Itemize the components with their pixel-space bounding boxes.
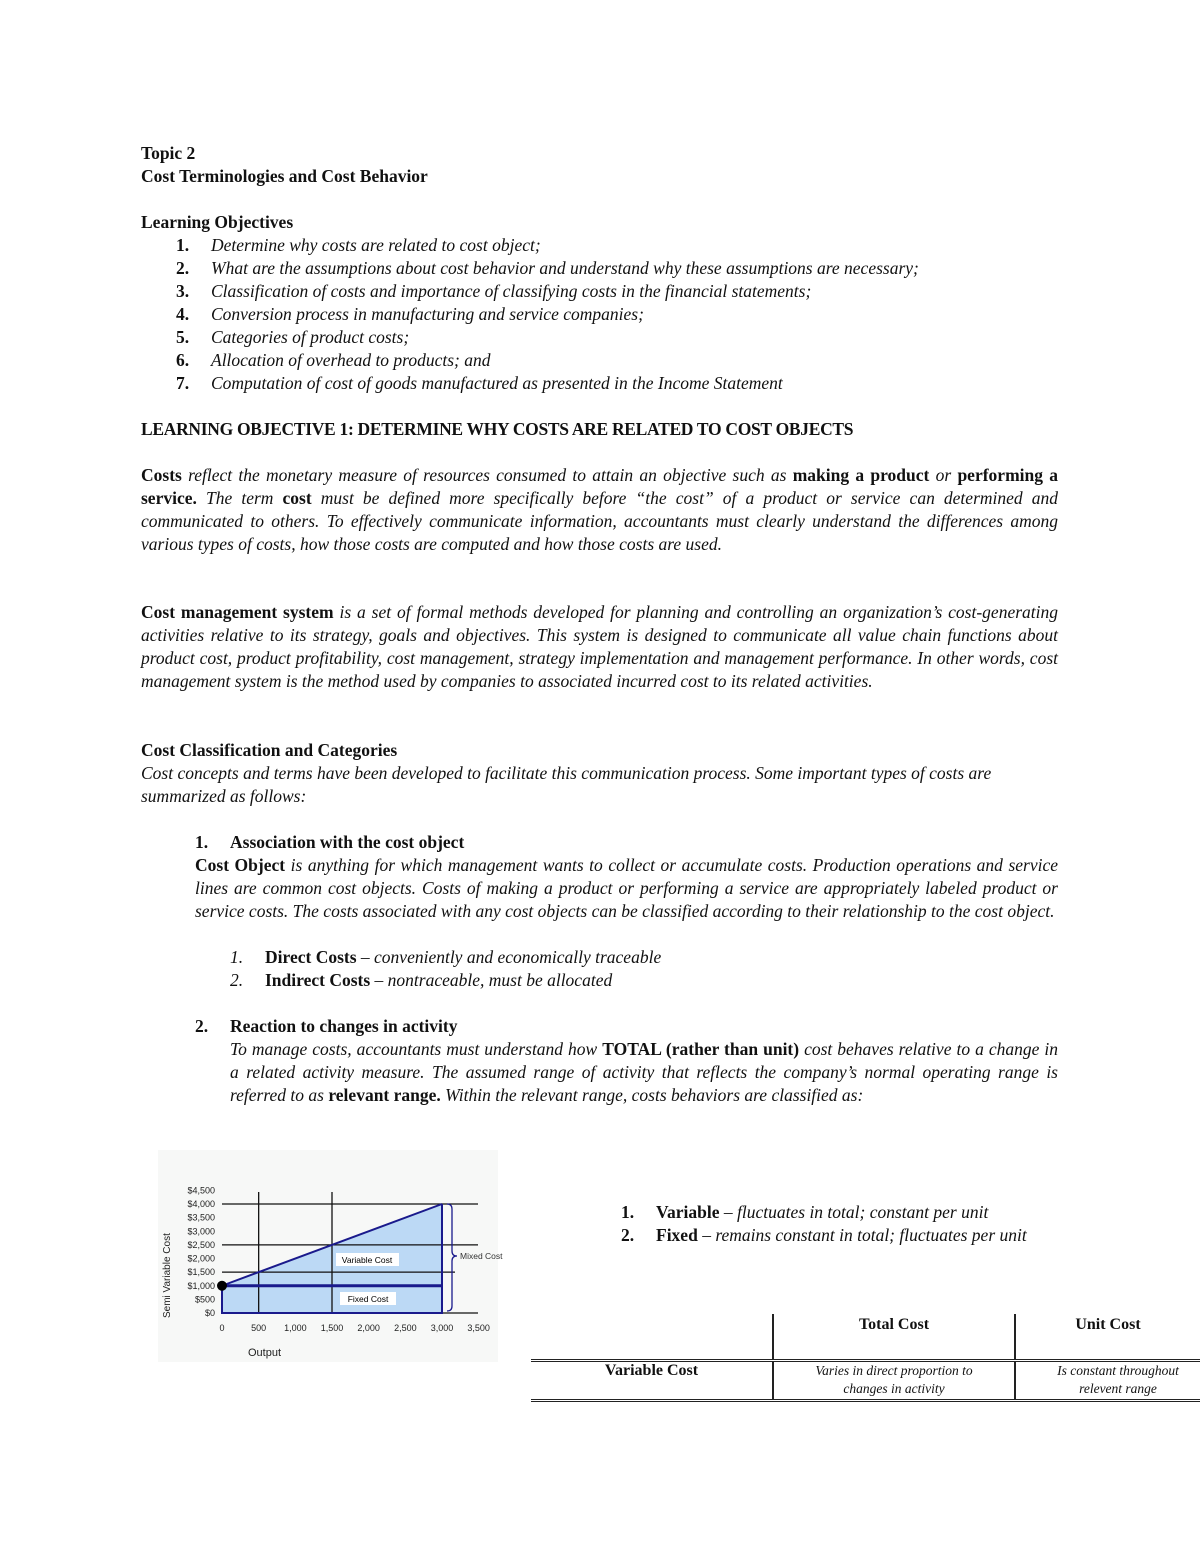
total-cost-cell: Varies in direct proportion to changes in activity <box>773 1360 1015 1400</box>
x-tick-label: 0 <box>219 1323 225 1333</box>
fixed-cost-label: Fixed Cost <box>347 1294 389 1304</box>
term: relevant range. <box>328 1085 441 1105</box>
section-2-number: 2. <box>195 1016 209 1036</box>
y-tick-label: $4,500 <box>187 1185 215 1196</box>
term: performing a service. <box>141 465 1058 508</box>
y-tick-label: $2,500 <box>187 1239 215 1250</box>
x-axis-label: Output <box>248 1347 282 1359</box>
row-label: Variable Cost <box>531 1360 773 1400</box>
objective-number: 4. <box>176 304 190 324</box>
term: Fixed <box>656 1225 698 1245</box>
y-tick-label: $3,000 <box>187 1226 215 1237</box>
objective-item: Categories of product costs; <box>211 327 410 347</box>
objective-item: Allocation of overhead to products; and <box>211 350 491 370</box>
objective-item: Classification of costs and importance of classifying costs in the financial statements; <box>211 281 812 301</box>
y-axis-label: Semi Variable Cost <box>162 1233 173 1318</box>
objective-number: 7. <box>176 373 190 393</box>
variable-cost-label: Variable Cost <box>341 1255 393 1265</box>
table-header-total-cost: Total Cost <box>773 1314 1015 1360</box>
section-2-title: Reaction to changes in activity <box>230 1016 458 1036</box>
description: – remains constant in total; fluctuates per unit <box>697 1225 1027 1245</box>
term: Indirect Costs <box>265 970 371 990</box>
objective-item: What are the assumptions about cost behavior and understand why these assumptions are necessary; <box>211 258 919 278</box>
text: must be defined more specifically before “the cost” of a product or service can determined and communicated to others. To effectively communicate information, accountants must clearly understand the differences among various types of costs, how those costs are computed and how those costs are used. <box>141 488 1058 554</box>
term: Variable <box>656 1202 720 1222</box>
objectives-heading: Learning Objectives <box>141 212 294 232</box>
x-tick-label: 2,000 <box>357 1323 380 1333</box>
text: or <box>929 465 958 485</box>
x-tick-label: 3,500 <box>467 1323 490 1333</box>
text: cost behaves relative to a change in a related activity measure. The assumed range of activity that reflects the company’s normal operating range is referred to as <box>230 1039 1058 1105</box>
y-tick-label: $0 <box>204 1308 215 1318</box>
description: – nontraceable, must be allocated <box>370 970 613 990</box>
objective-number: 5. <box>176 327 190 347</box>
fixed-cost-point <box>217 1281 227 1291</box>
section-1-number: 1. <box>195 832 209 852</box>
x-tick-label: 500 <box>251 1323 267 1333</box>
term: making a product <box>792 465 930 485</box>
text: Within the relevant range, costs behaviors are classified as: <box>440 1085 864 1105</box>
objective-item: Conversion process in manufacturing and service companies; <box>211 304 644 324</box>
objective-number: 2. <box>176 258 190 278</box>
list-number: 2. <box>621 1225 635 1245</box>
list-number: 1. <box>621 1202 635 1222</box>
text: reflect the monetary measure of resources consumed to attain an objective such as <box>181 465 793 485</box>
table-row <box>531 1360 1200 1400</box>
text: To manage costs, accountants must understand how <box>230 1039 603 1059</box>
description: – conveniently and economically traceable <box>356 947 662 967</box>
text: is anything for which management wants to collect or accumulate costs. Production operations and service lines are common cost objects. Costs of making a product or performing a service are appropriately labeled product or service costs. The costs associated with any cost objects can be classified according to their relationship to the cost object. <box>195 855 1059 921</box>
x-tick-label: 3,000 <box>430 1323 454 1333</box>
mixed-cost-label: Mixed Cost <box>460 1251 503 1261</box>
y-tick-label: $2,000 <box>187 1253 215 1264</box>
classification-heading: Cost Classification and Categories <box>141 740 398 760</box>
text: The term <box>196 488 283 508</box>
y-tick-label: $4,000 <box>187 1199 215 1209</box>
x-tick-label: 1,000 <box>284 1323 307 1333</box>
lo1-heading: LEARNING OBJECTIVE 1: DETERMINE WHY COSTS ARE RELATED TO COST OBJECTS <box>141 419 854 439</box>
cost-behavior-table <box>531 1314 1200 1402</box>
objective-number: 1. <box>176 235 190 255</box>
y-tick-label: $1,500 <box>187 1267 215 1278</box>
list-number: 1. <box>230 947 244 967</box>
y-tick-label: $1,000 <box>187 1280 215 1291</box>
term: cost <box>282 488 312 508</box>
term: Cost Object <box>195 855 286 875</box>
x-tick-label: 2,500 <box>394 1323 417 1333</box>
classification-intro: Cost concepts and terms have been developed to facilitate this communication process. Some important types of costs are summarized as follows: <box>141 763 992 806</box>
term: Cost management system <box>141 602 334 622</box>
description: – fluctuates in total; constant per unit <box>719 1202 989 1222</box>
table-header-blank <box>531 1314 773 1360</box>
objective-item: Computation of cost of goods manufactured as presented in the Income Statement <box>211 373 783 393</box>
term: Direct Costs <box>265 947 357 967</box>
y-tick-label: $500 <box>194 1294 215 1305</box>
unit-cost-cell: Is constant throughout relevent range <box>1057 1363 1179 1396</box>
text: is a set of formal methods developed for planning and controlling an organization’s cost-generating activities relative to its strategy, goals and objectives. This system is designed to communicate all value chain functions about product cost, product profitability, cost management, strategy implementation and management performance. In other words, cost management system is the method used by companies to associated incurred cost to its related activities. <box>141 602 1058 691</box>
objective-number: 6. <box>176 350 190 370</box>
list-number: 2. <box>230 970 244 990</box>
table-header-unit-cost: Unit Cost <box>1075 1316 1141 1333</box>
objective-item: Determine why costs are related to cost object; <box>211 235 541 255</box>
term: TOTAL (rather than unit) <box>602 1039 800 1059</box>
section-1-title: Association with the cost object <box>230 832 465 852</box>
x-tick-label: 1,500 <box>320 1323 344 1333</box>
topic-label: Topic 2 <box>141 143 196 163</box>
objective-number: 3. <box>176 281 190 301</box>
y-tick-label: $3,500 <box>187 1212 215 1223</box>
document-title: Cost Terminologies and Cost Behavior <box>141 166 428 186</box>
term: Costs <box>141 465 182 485</box>
